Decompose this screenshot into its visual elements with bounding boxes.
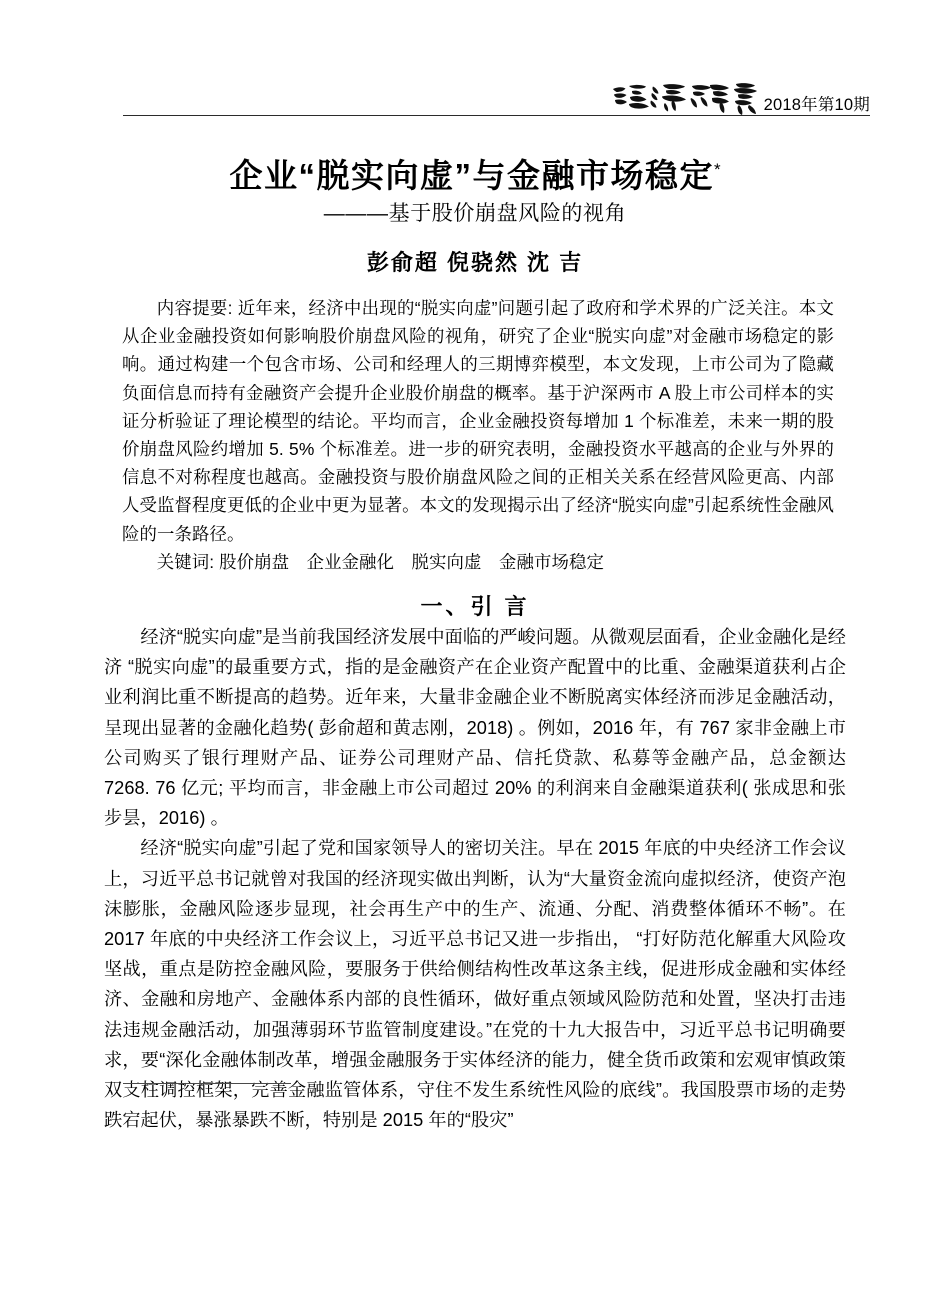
article-title-text: 企业“脱实向虚”与金融市场稳定 (229, 157, 714, 195)
title-footnote-marker: * (713, 160, 721, 180)
issue-label: 2018年第10期 (763, 95, 870, 114)
article-authors: 彭俞超 倪骁然 沈 吉 (366, 250, 584, 275)
section-heading-introduction: 一、引 言 (420, 594, 530, 620)
body-content (104, 622, 846, 1135)
header-rule (123, 115, 870, 116)
keywords-text: 关键词: 股价崩盘 企业金融化 脱实向虚 金融市场稳定 (156, 551, 604, 572)
masthead (123, 74, 870, 116)
article-subtitle: ———基于股价崩盘风险的视角 (323, 202, 627, 225)
body-paragraph: 经济“脱实向虚”是当前我国经济发展中面临的严峻问题。从微观层面看，企业金融化是经济 “脱实向虚”的最重要方式，指的是金融资产在企业资产配置中的比重、金融渠道获利占企业利润比重不断提高的趋势。近年来，大量非金融企业不断脱离实体经济而涉足金融活动，呈现出显著的金融化趋势( 彭俞超和黄志刚，2018) 。例如，2016 年，有 767 家非金融上市公司购买了银行理财产品、证券公司理财产品、信托贷款、私募等金融产品，总金额达 7268. 76 亿元; 平均而言，非金融上市公司超过 20% 的利润来自金融渠道获利( 张成思和张步昙，2016) 。 (104, 627, 846, 829)
journal-logo-calligraphy (610, 78, 760, 116)
abstract-block (122, 294, 834, 576)
article-title (0, 156, 950, 196)
abstract-text: 内容提要: 近年来，经济中出现的“脱实向虚”问题引起了政府和学术界的广泛关注。本文从企业金融投资如何影响股价崩盘风险的视角，研究了企业“脱实向虚”对金融市场稳定的影响。通过构建一个包含市场、公司和经理人的三期博弈模型，本文发现，上市公司为了隐藏负面信息而持有金融资产会提升企业股价崩盘的概率。基于沪深两市 A 股上市公司样本的实证分析验证了理论模型的结论。平均而言，企业金融投资每增加 1 个标准差，未来一期的股价崩盘风险约增加 5. 5% 个标准差。进一步的研究表明，金融投资水平越高的企业与外界的信息不对称程度也越高。金融投资与股价崩盘风险之间的正相关关系在经营风险更高、内部人受监督程度更低的企业中更为显著。本文的发现揭示出了经济“脱实向虚”引起系统性金融风险的一条路径。 (122, 298, 834, 544)
footnote-separator-rule (123, 1083, 291, 1084)
body-paragraph: 经济“脱实向虚”引起了党和国家领导人的密切关注。早在 2015 年底的中央经济工作会议上，习近平总书记就曾对我国的经济现实做出判断，认为“大量资金流向虚拟经济，使资产泡沫膨胀，金融风险逐步显现，社会再生产中的生产、流通、分配、消费整体循环不畅”。在 2017 年底的中央经济工作会议上，习近平总书记又进一步指出， “打好防范化解重大风险攻坚战，重点是防控金融风险，要服务于供给侧结构性改革这条主线，促进形成金融和实体经济、金融和房地产、金融体系内部的良性循环，做好重点领域风险防范和处置，坚决打击违法违规金融活动，加强薄弱环节监管制度建设。”在党的十九大报告中，习近平总书记明确要求，要“深化金融体制改革，增强金融服务于实体经济的能力，健全货币政策和宏观审慎政策双支柱调控框架，完善金融监管体系，守住不发生系统性风险的底线”。我国股票市场的走势跌宕起伏，暴涨暴跌不断，特别是 2015 年的“股灾” (104, 838, 846, 1131)
